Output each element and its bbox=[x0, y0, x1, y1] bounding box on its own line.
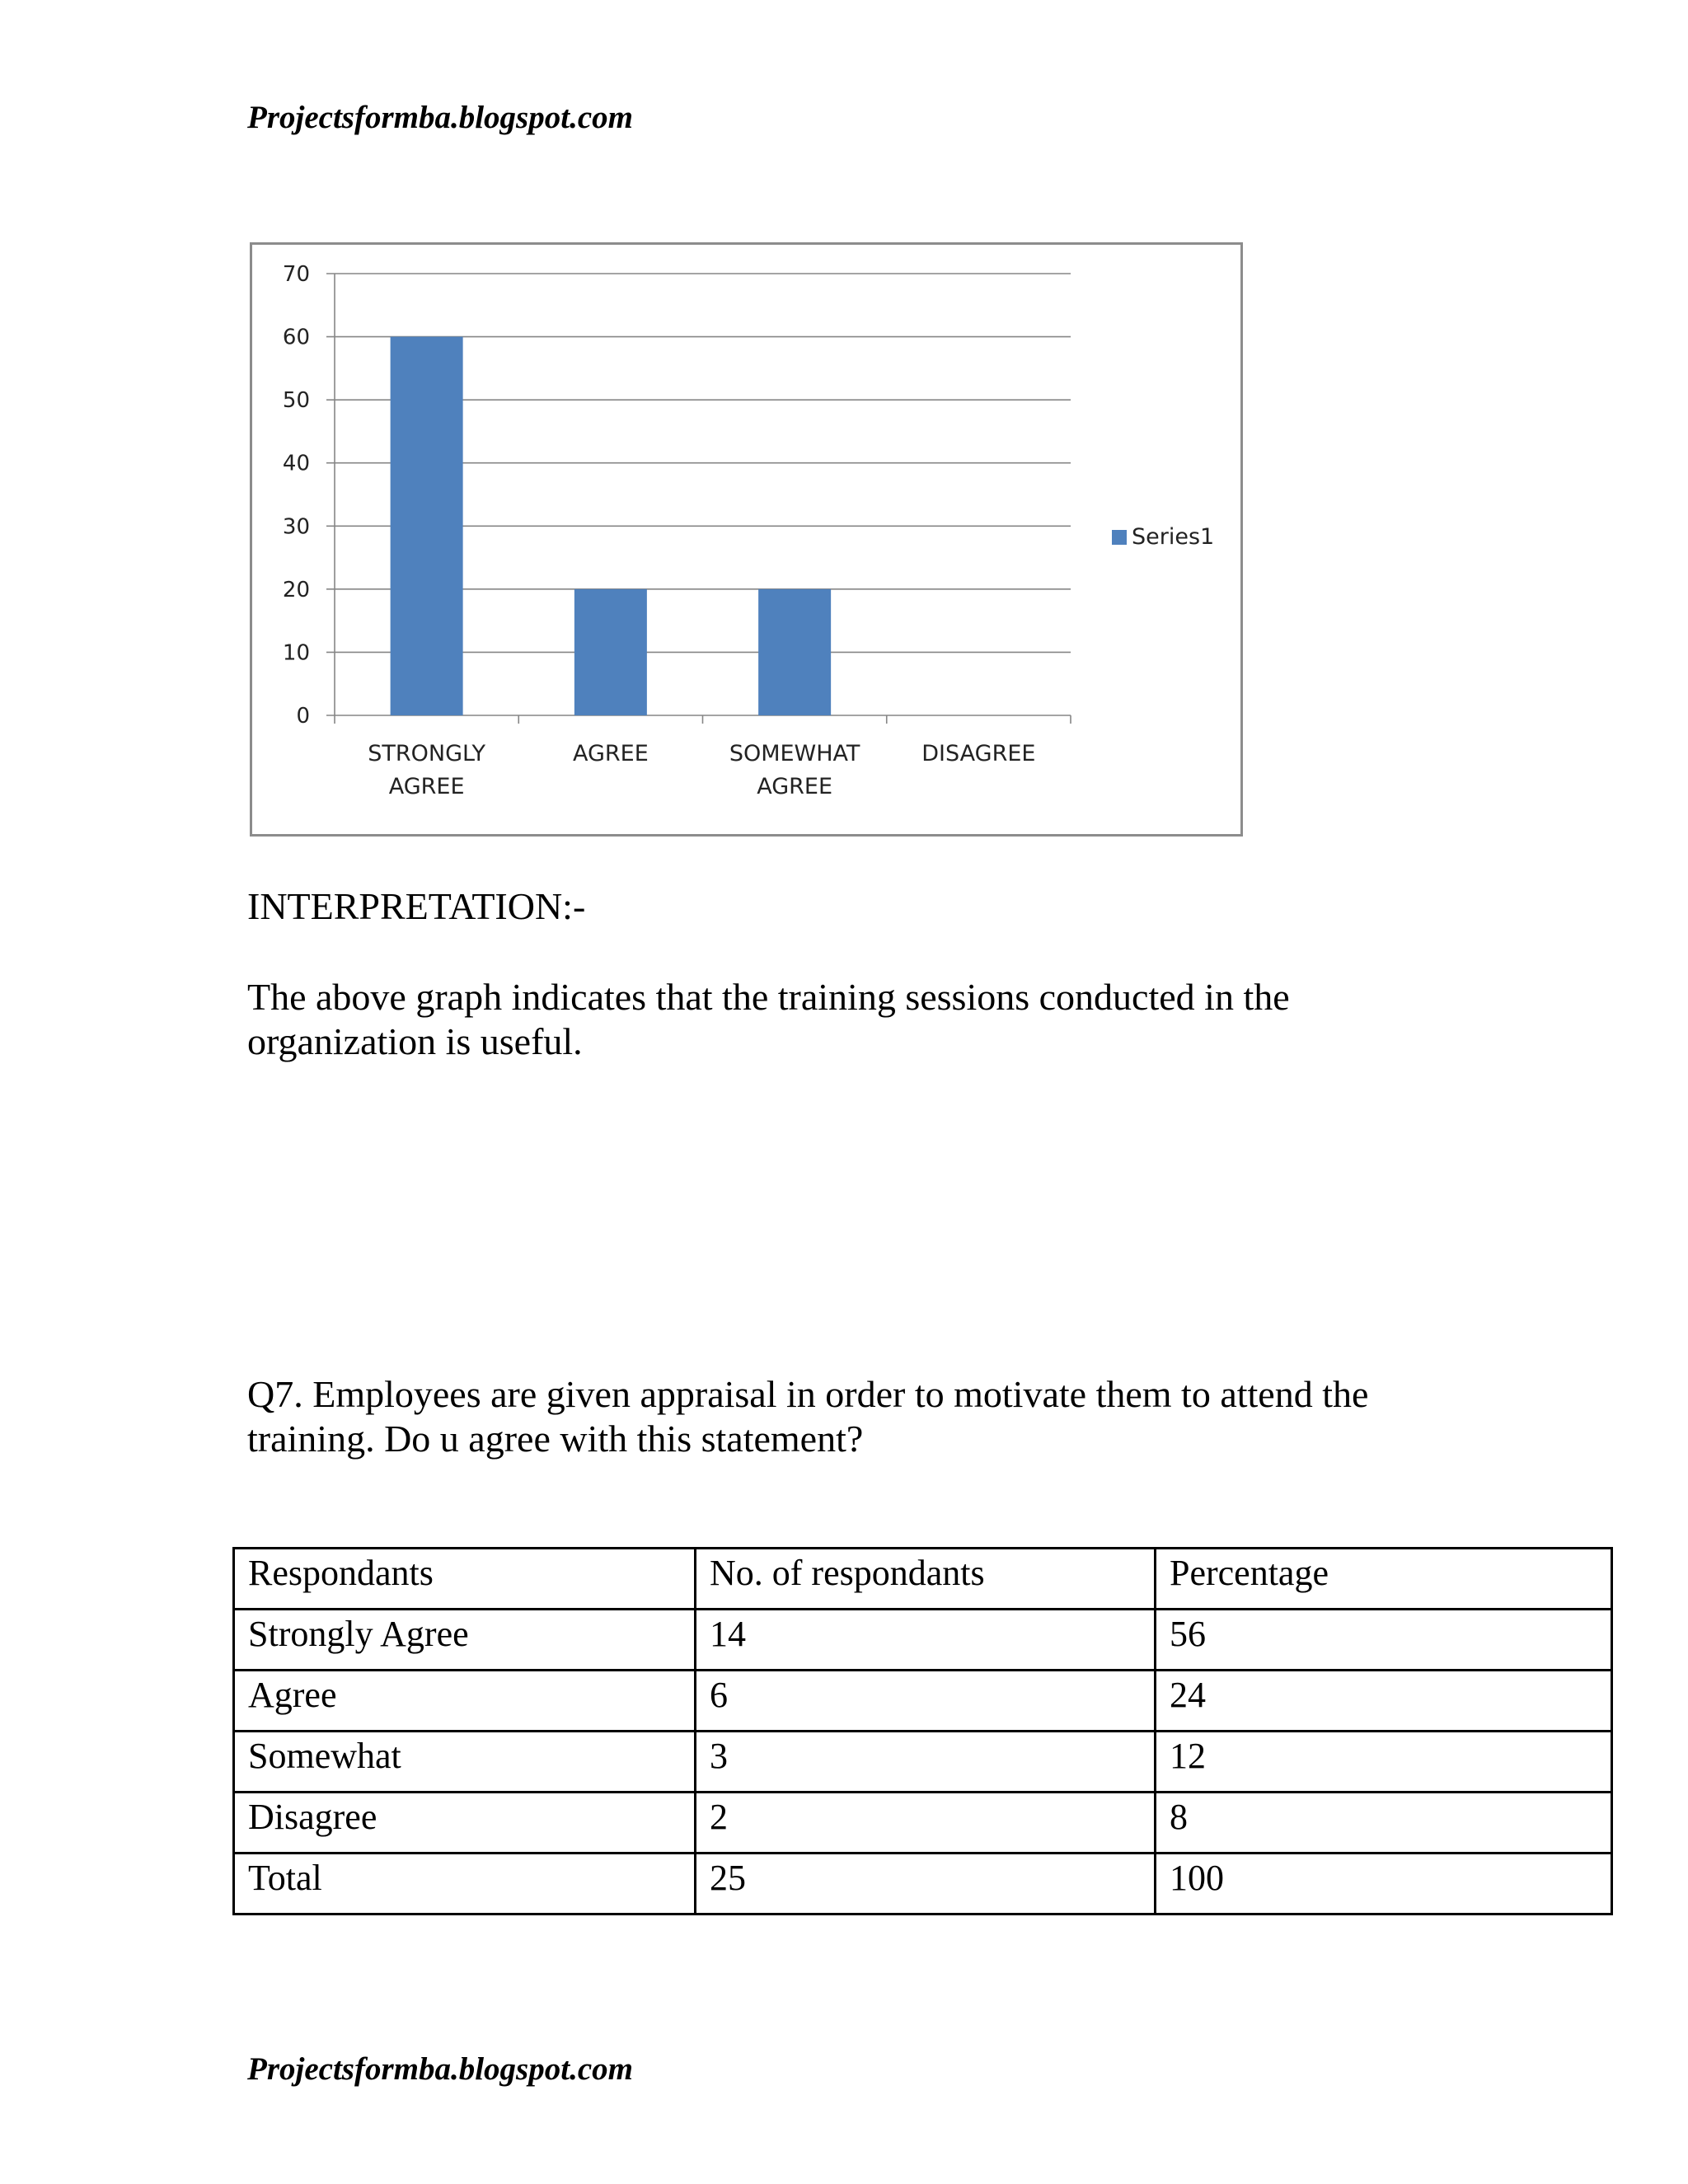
table-row bbox=[234, 1671, 1612, 1732]
x-tick-label: STRONGLY bbox=[368, 741, 485, 766]
respondents-table bbox=[232, 1547, 1613, 1915]
table-cell: 6 bbox=[696, 1671, 1156, 1732]
question-text: Q7. Employees are given appraisal in order to motivate them to attend the training. Do u agree with this statement? bbox=[247, 1373, 1369, 1460]
x-tick-label: AGREE bbox=[757, 774, 833, 799]
y-tick-label: 60 bbox=[282, 325, 310, 350]
table-cell: 12 bbox=[1156, 1732, 1612, 1793]
table-cell: Agree bbox=[234, 1671, 696, 1732]
interpretation-text: The above graph indicates that the training sessions conducted in the organization is useful. bbox=[247, 976, 1290, 1062]
table-header-cell: Respondants bbox=[234, 1549, 696, 1610]
table-row bbox=[234, 1732, 1612, 1793]
legend-label: Series1 bbox=[1132, 524, 1215, 550]
table-cell: 8 bbox=[1156, 1793, 1612, 1854]
y-tick-label: 20 bbox=[282, 577, 310, 602]
bar-chart bbox=[250, 242, 1243, 837]
y-tick-label: 10 bbox=[282, 640, 310, 666]
table-header-cell: Percentage bbox=[1156, 1549, 1612, 1610]
y-tick-label: 70 bbox=[282, 262, 310, 287]
x-tick-label: AGREE bbox=[572, 741, 649, 766]
table-header-cell: No. of respondants bbox=[696, 1549, 1156, 1610]
y-tick-label: 30 bbox=[282, 514, 310, 540]
table-cell: Somewhat bbox=[234, 1732, 696, 1793]
bar bbox=[574, 589, 647, 715]
table-cell: 25 bbox=[696, 1854, 1156, 1915]
bar bbox=[391, 337, 463, 715]
page-footer: Projectsformba.blogspot.com bbox=[247, 2051, 633, 2087]
table-cell: 2 bbox=[696, 1793, 1156, 1854]
y-tick-label: 40 bbox=[282, 451, 310, 476]
table-row bbox=[234, 1854, 1612, 1915]
y-tick-label: 0 bbox=[296, 704, 310, 729]
table-cell: 3 bbox=[696, 1732, 1156, 1793]
bar bbox=[758, 589, 831, 715]
x-tick-label: SOMEWHAT bbox=[729, 741, 860, 766]
table-cell: 56 bbox=[1156, 1610, 1612, 1671]
table-cell: 14 bbox=[696, 1610, 1156, 1671]
y-tick-label: 50 bbox=[282, 388, 310, 414]
table-row bbox=[234, 1610, 1612, 1671]
x-tick-label: DISAGREE bbox=[921, 741, 1036, 766]
table-cell: Strongly Agree bbox=[234, 1610, 696, 1671]
table-cell: Disagree bbox=[234, 1793, 696, 1854]
table-header-row bbox=[234, 1549, 1612, 1610]
table-cell: 24 bbox=[1156, 1671, 1612, 1732]
page-header: Projectsformba.blogspot.com bbox=[247, 100, 633, 135]
table-row bbox=[234, 1793, 1612, 1854]
interpretation-title: INTERPRETATION:- bbox=[247, 885, 586, 927]
x-tick-label: AGREE bbox=[388, 774, 465, 799]
legend-swatch bbox=[1112, 530, 1127, 545]
table-cell: 100 bbox=[1156, 1854, 1612, 1915]
chart-svg bbox=[252, 245, 1240, 834]
table-cell: Total bbox=[234, 1854, 696, 1915]
